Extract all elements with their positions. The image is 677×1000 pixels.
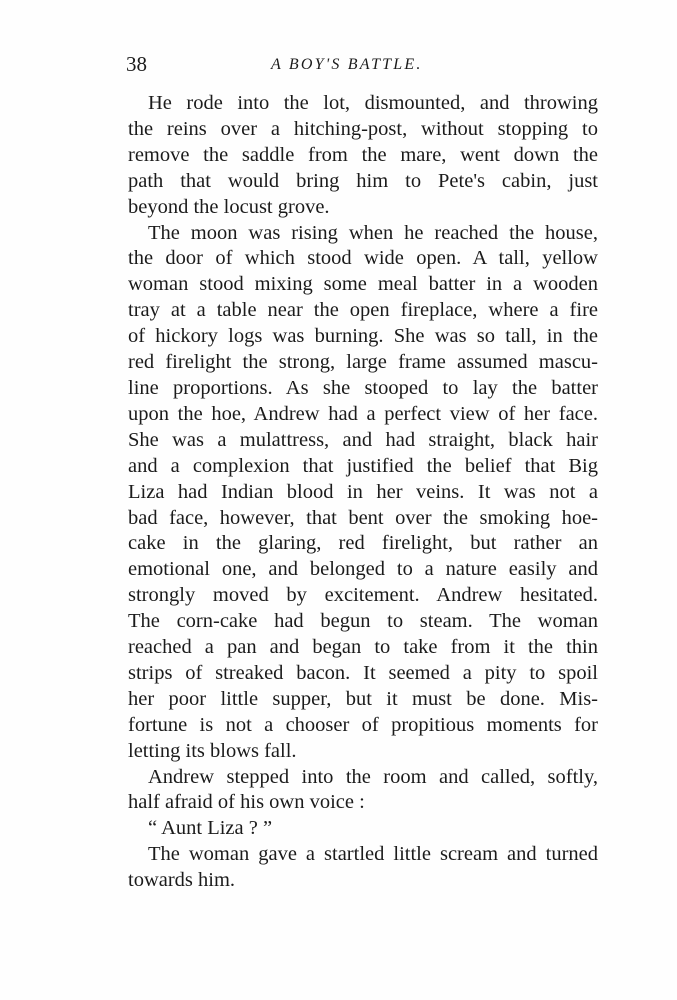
text-line: strips of streaked bacon. It seemed a pity to spoil xyxy=(128,661,598,684)
text-line: He rode into the lot, dismounted, and throwing xyxy=(148,92,598,114)
text-line: fortune is not a chooser of propitious moments for xyxy=(128,713,598,736)
text-line: beyond the locust grove. xyxy=(128,195,330,218)
text-line: Liza had Indian blood in her veins. It was not a xyxy=(128,480,598,503)
paragraph xyxy=(128,816,598,842)
page-header xyxy=(126,52,596,82)
text-line: tray at a table near the open fireplace, where a fire xyxy=(128,299,598,322)
paragraph xyxy=(128,91,598,221)
text-line: red firelight the strong, large frame assumed mascu- xyxy=(128,351,598,374)
text-line: path that would bring him to Pete's cabin, just xyxy=(128,169,598,192)
text-line: She was a mulattress, and had straight, black hair xyxy=(128,428,598,451)
text-line: reached a pan and began to take from it the thin xyxy=(128,636,598,659)
text-line: upon the hoe, Andrew had a perfect view of her face. xyxy=(128,402,598,425)
text-line: her poor little supper, but it must be done. Mis- xyxy=(128,687,598,710)
running-title: A BOY'S BATTLE. xyxy=(271,56,423,73)
paragraph xyxy=(128,842,598,894)
text-line: towards him. xyxy=(128,869,236,892)
text-line: of hickory logs was burning. She was so tall, in the xyxy=(128,325,598,348)
text-line: remove the saddle from the mare, went down the xyxy=(128,143,598,166)
text-line: The woman gave a startled little scream and turned xyxy=(148,843,598,866)
text-line: the reins over a hitching-post, without stopping to xyxy=(128,117,598,140)
text-line: Andrew stepped into the room and called, softly, xyxy=(148,765,598,788)
body-text xyxy=(128,91,598,894)
text-line: line proportions. As she stooped to lay the batter xyxy=(128,376,598,399)
text-line: half afraid of his own voice : xyxy=(128,791,365,814)
text-line: the door of which stood wide open. A tall, yellow xyxy=(128,247,598,270)
text-line: and a complexion that justified the belief that Big xyxy=(128,454,598,477)
text-line: bad face, however, that bent over the smoking hoe- xyxy=(128,506,598,529)
text-line: cake in the glaring, red firelight, but rather an xyxy=(128,532,598,555)
text-line: letting its blows fall. xyxy=(128,739,297,762)
text-line: emotional one, and belonged to a nature easily and xyxy=(128,558,598,581)
text-line: The corn-cake had begun to steam. The woman xyxy=(128,610,598,633)
text-line: woman stood mixing some meal batter in a wooden xyxy=(128,273,598,296)
page-number: 38 xyxy=(126,52,147,76)
paragraph xyxy=(128,221,598,765)
text-line: strongly moved by excitement. Andrew hesitated. xyxy=(128,584,598,607)
text-line: The moon was rising when he reached the house, xyxy=(148,221,598,244)
dialogue-line: “ Aunt Liza ? ” xyxy=(148,817,273,840)
paragraph xyxy=(128,765,598,817)
